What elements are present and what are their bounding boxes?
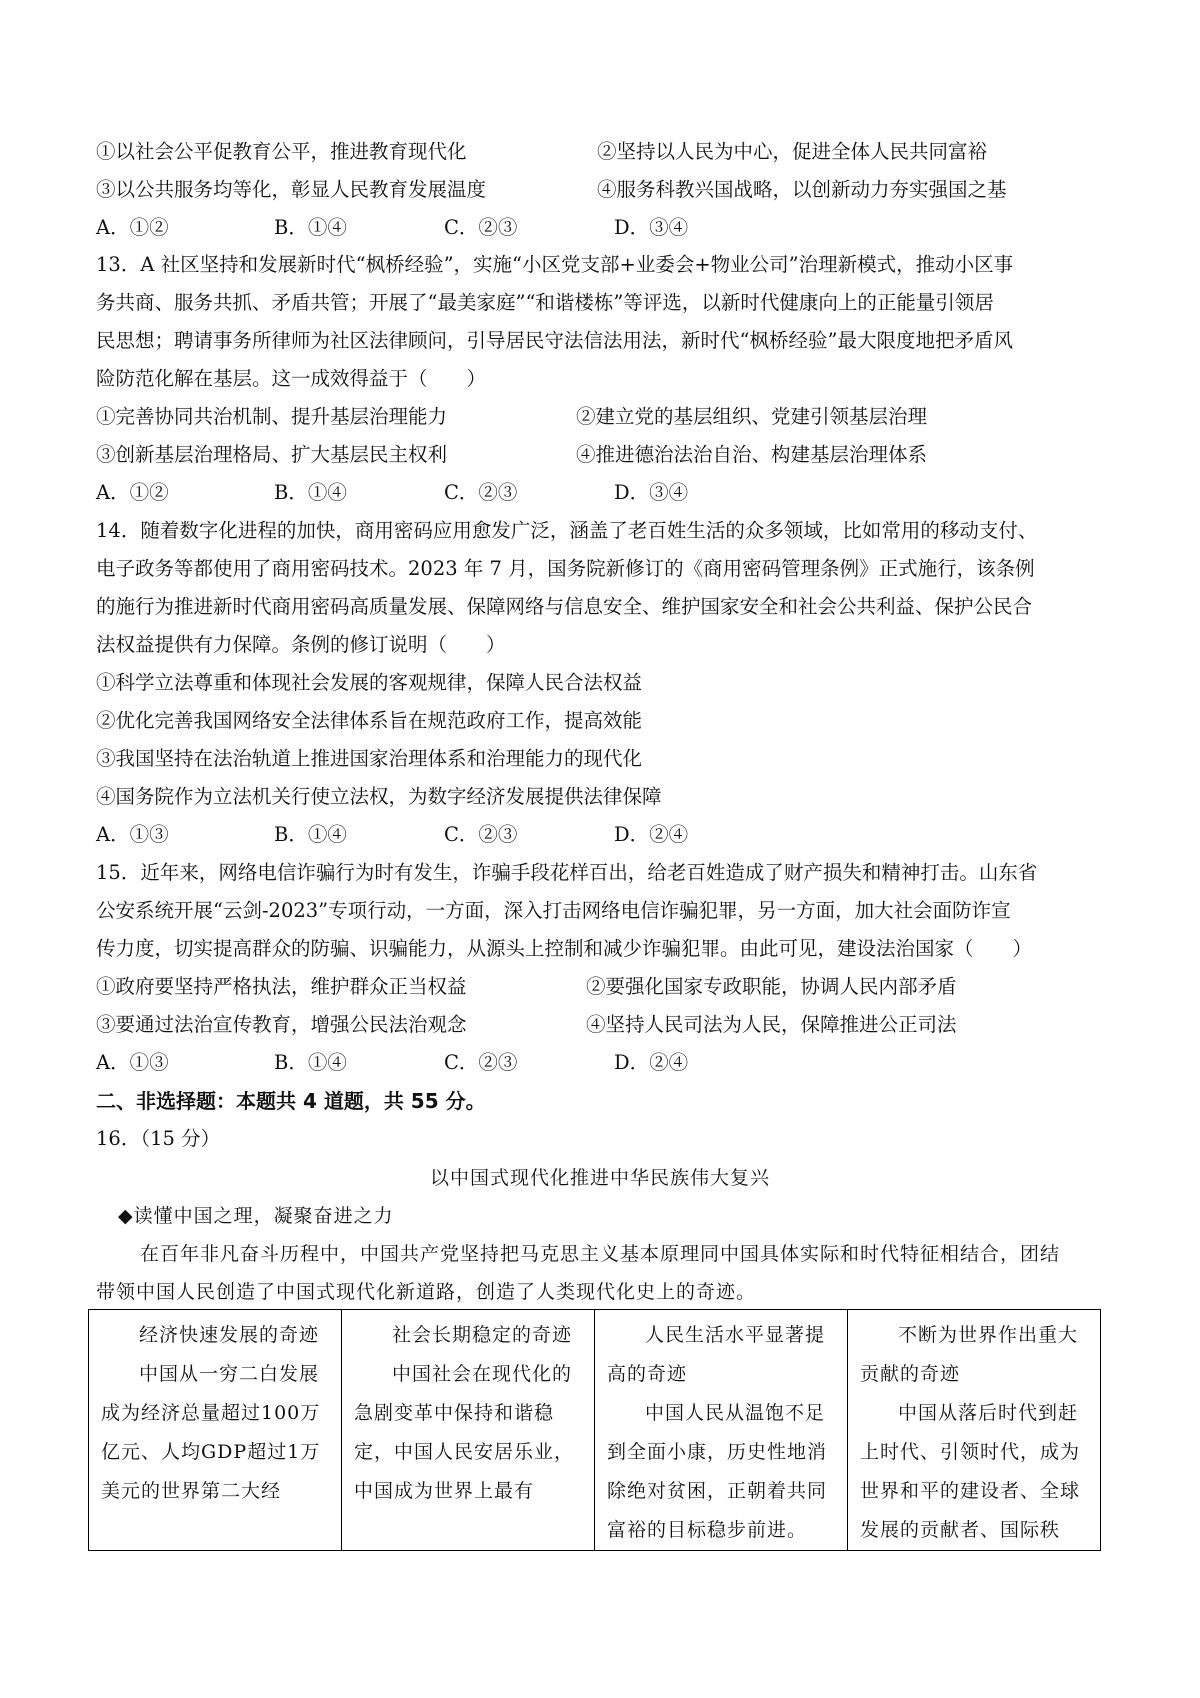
q13-stem-line-1: 13．A 社区坚持和发展新时代“枫桥经验”，实施“小区党支部+业委会+物业公司”治理新模式，推动小区事 bbox=[96, 253, 1014, 276]
q14-stem-line-4: 法权益提供有力保障。条例的修订说明（ ） bbox=[96, 633, 506, 656]
q14-choice-a: A．①③ bbox=[96, 823, 169, 846]
q12-choice-a: A．①② bbox=[96, 216, 169, 239]
q16-subheading: ◆读懂中国之理，凝聚奋进之力 bbox=[118, 1205, 394, 1227]
q13-choice-c: C．②③ bbox=[444, 481, 518, 504]
q12-option-2: ②坚持以人民为中心，促进全体人民共同富裕 bbox=[597, 140, 988, 163]
q14-option-3: ③我国坚持在法治轨道上推进国家治理体系和治理能力的现代化 bbox=[96, 747, 643, 770]
q12-option-1: ①以社会公平促教育公平，推进教育现代化 bbox=[96, 140, 467, 163]
table-cell-stability bbox=[342, 1310, 595, 1551]
q13-choice-a: A．①② bbox=[96, 481, 169, 504]
q13-option-2: ②建立党的基层组织、党建引领基层治理 bbox=[576, 405, 928, 428]
q14-choice-b: B．①④ bbox=[274, 823, 347, 846]
cell-heading: 不断为世界作出重大贡献的奇迹 bbox=[860, 1324, 1079, 1385]
q13-choice-d: D．③④ bbox=[614, 481, 689, 504]
q13-option-3: ③创新基层治理格局、扩大基层民主权利 bbox=[96, 443, 448, 466]
q16-paragraph-line-2: 带领中国人民创造了中国式现代化新道路，创造了人类现代化史上的奇迹。 bbox=[96, 1281, 757, 1303]
q14-stem-line-2: 电子政务等都使用了商用密码技术。2023 年 7 月，国务院新修订的《商用密码管理条例》正式施行，该条例 bbox=[96, 557, 1035, 580]
q15-choices bbox=[96, 1051, 688, 1075]
q14-option-4: ④国务院作为立法机关行使立法权，为数字经济发展提供法律保障 bbox=[96, 785, 662, 808]
q12-choice-b: B．①④ bbox=[274, 216, 347, 239]
q13-choices bbox=[96, 481, 688, 505]
q15-choice-a: A．①③ bbox=[96, 1051, 169, 1074]
q13-stem-line-2: 务共商、服务共抓、矛盾共管；开展了“最美家庭”“和谐楼栋”等评选，以新时代健康向上的正能量引领居 bbox=[96, 291, 994, 314]
q14-choices bbox=[96, 823, 688, 847]
cell-body: 中国社会在现代化的急剧变革中保持和谐稳定，中国人民安居乐业，中国成为世界上最有 bbox=[354, 1363, 575, 1502]
cell-heading: 经济快速发展的奇迹 bbox=[139, 1324, 320, 1346]
q12-choice-d: D．③④ bbox=[614, 216, 689, 239]
q15-stem-line-3: 传力度，切实提高群众的防骗、识骗能力，从源头上控制和减少诈骗犯罪。由此可见，建设法治国家（ ） bbox=[96, 937, 1033, 960]
q13-choice-b: B．①④ bbox=[274, 481, 347, 504]
q14-stem-line-1: 14．随着数字化进程的加快，商用密码应用愈发广泛，涵盖了老百姓生活的众多领域，比如常用的移动支付、 bbox=[96, 519, 1038, 542]
q16-heading: 16．（15 分） bbox=[96, 1127, 221, 1150]
section-heading: 二、非选择题：本题共 4 道题，共 55 分。 bbox=[96, 1089, 486, 1113]
q15-option-4: ④坚持人民司法为人民，保障推进公正司法 bbox=[586, 1013, 957, 1036]
cell-body: 中国人民从温饱不足到全面小康，历史性地消除绝对贫困，正朝着共同富裕的目标稳步前进。 bbox=[607, 1402, 828, 1541]
table-row bbox=[89, 1310, 1101, 1551]
q15-option-1: ①政府要坚持严格执法，维护群众正当权益 bbox=[96, 975, 467, 998]
q14-option-2: ②优化完善我国网络安全法律体系旨在规范政府工作，提高效能 bbox=[96, 709, 643, 732]
cell-body: 中国从一穷二白发展成为经济总量超过100万亿元、人均GDP超过1万美元的世界第二大经 bbox=[101, 1363, 321, 1502]
q16-material-title: 以中国式现代化推进中华民族伟大复兴 bbox=[429, 1167, 770, 1189]
q14-option-1: ①科学立法尊重和体现社会发展的客观规律，保障人民合法权益 bbox=[96, 671, 643, 694]
table-cell-economy bbox=[89, 1310, 342, 1551]
q12-option-4: ④服务科教兴国战略，以创新动力夯实强国之基 bbox=[597, 178, 1007, 201]
q13-option-4: ④推进德治法治自治、构建基层治理体系 bbox=[576, 443, 928, 466]
q14-choice-d: D．②④ bbox=[614, 823, 689, 846]
cell-heading: 人民生活水平显著提高的奇迹 bbox=[607, 1324, 826, 1385]
cell-body: 中国从落后时代到赶上时代、引领时代，成为世界和平的建设者、全球发展的贡献者、国际秩 bbox=[860, 1402, 1081, 1541]
q16-paragraph-line-1: 在百年非凡奋斗历程中，中国共产党坚持把马克思主义基本原理同中国具体实际和时代特征相结合，团结 bbox=[140, 1243, 1061, 1265]
q13-option-1: ①完善协同共治机制、提升基层治理能力 bbox=[96, 405, 448, 428]
q15-stem-line-2: 公安系统开展“云剑-2023”专项行动，一方面，深入打击网络电信诈骗犯罪，另一方面，加大社会面防诈宣 bbox=[96, 899, 1011, 922]
q14-stem-line-3: 的施行为推进新时代商用密码高质量发展、保障网络与信息安全、维护国家安全和社会公共利益、保护公民合 bbox=[96, 595, 1033, 618]
table-cell-living-standards bbox=[595, 1310, 848, 1551]
q12-option-3: ③以公共服务均等化，彰显人民教育发展温度 bbox=[96, 178, 487, 201]
table-cell-world-contribution bbox=[848, 1310, 1101, 1551]
q15-choice-d: D．②④ bbox=[614, 1051, 689, 1074]
q15-stem-line-1: 15．近年来，网络电信诈骗行为时有发生，诈骗手段花样百出，给老百姓造成了财产损失和精神打击。山东省 bbox=[96, 861, 1038, 884]
q12-choice-c: C．②③ bbox=[444, 216, 518, 239]
q15-option-3: ③要通过法治宣传教育，增强公民法治观念 bbox=[96, 1013, 467, 1036]
q15-choice-c: C．②③ bbox=[444, 1051, 518, 1074]
q13-stem-line-4: 险防范化解在基层。这一成效得益于（ ） bbox=[96, 367, 487, 390]
cell-heading: 社会长期稳定的奇迹 bbox=[392, 1324, 573, 1346]
q15-choice-b: B．①④ bbox=[274, 1051, 347, 1074]
q15-option-2: ②要强化国家专政职能，协调人民内部矛盾 bbox=[586, 975, 957, 998]
q13-stem-line-3: 民思想；聘请事务所律师为社区法律顾问，引导居民守法信法用法，新时代“枫桥经验”最大限度地把矛盾风 bbox=[96, 329, 1013, 352]
q12-choices bbox=[96, 216, 688, 240]
miracles-table bbox=[88, 1309, 1101, 1551]
q14-choice-c: C．②③ bbox=[444, 823, 518, 846]
